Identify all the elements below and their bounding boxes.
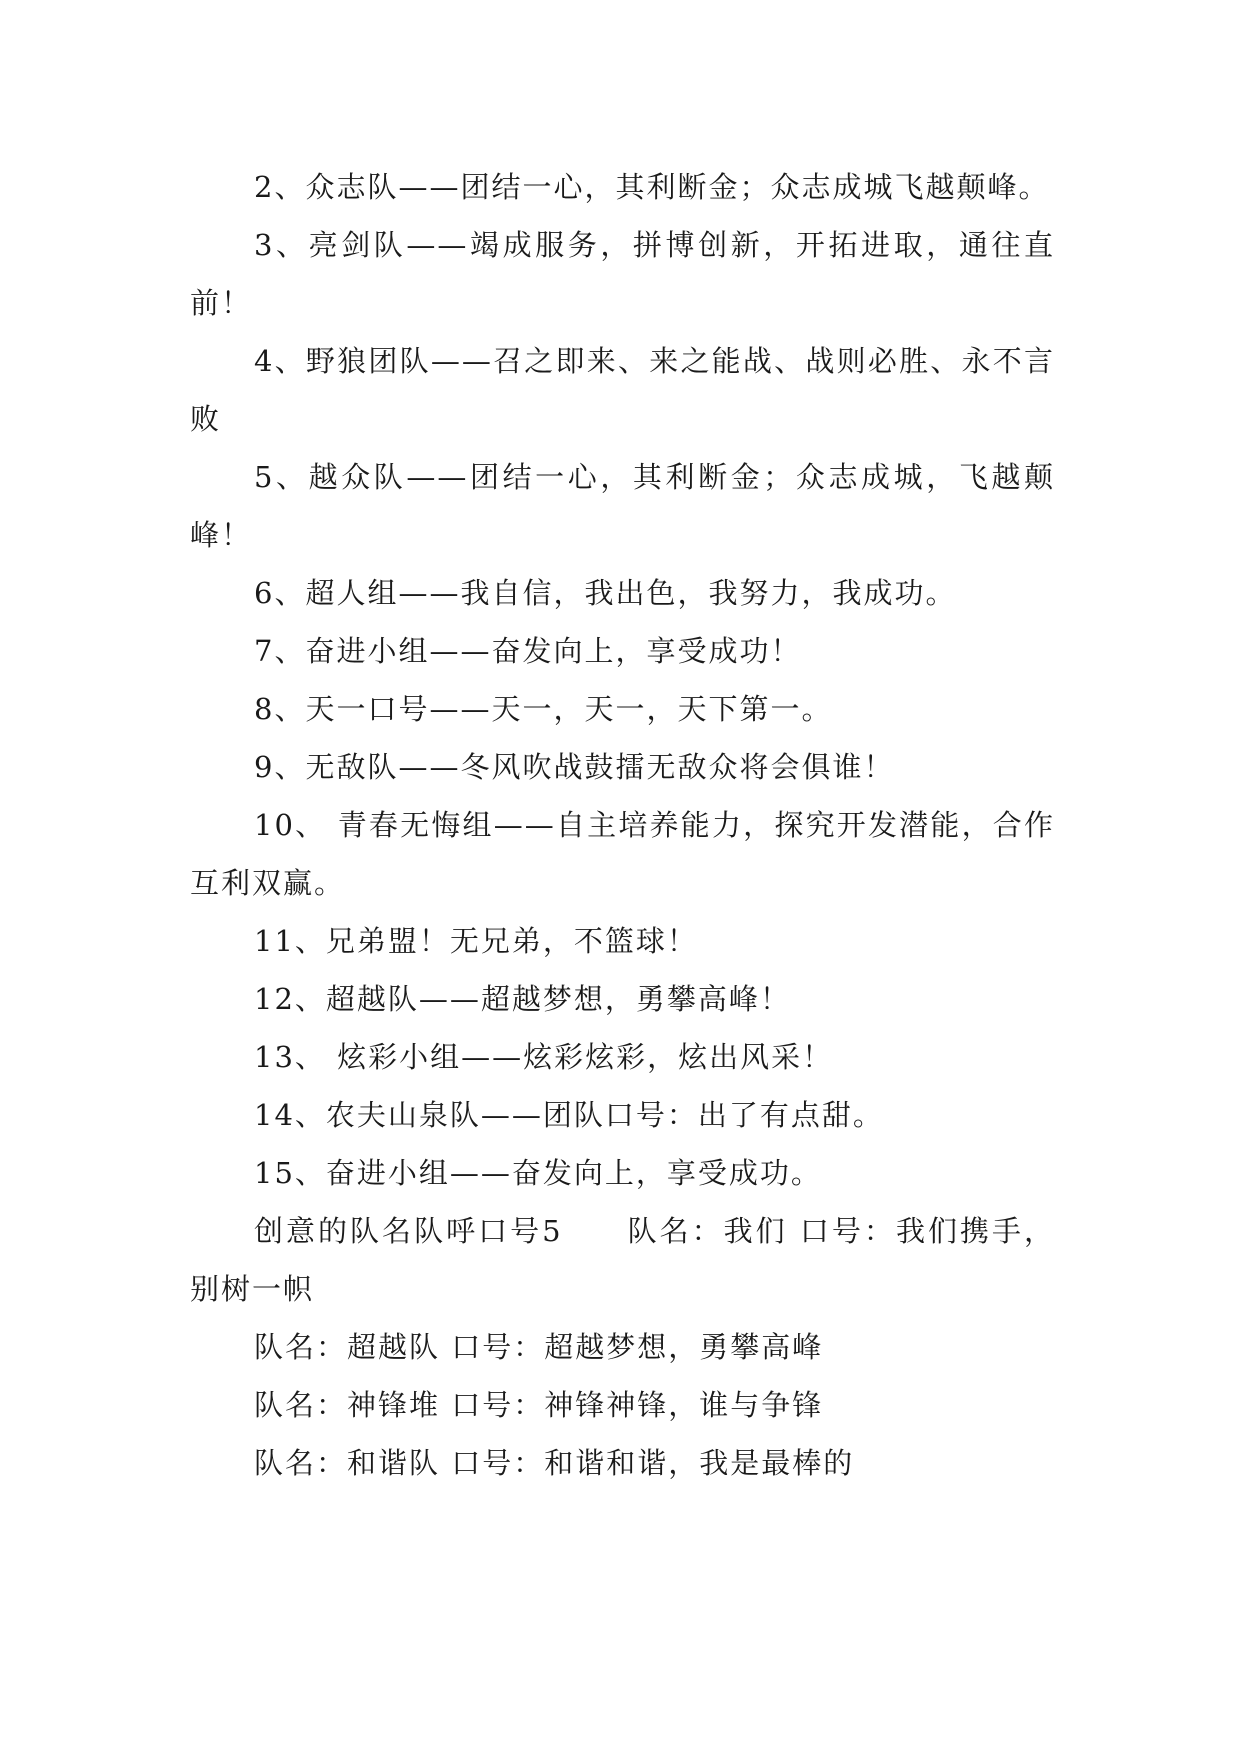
paragraph: 10、 青春无悔组——自主培养能力，探究开发潜能，合作互利双赢。: [190, 808, 1055, 900]
paragraph: 4、野狼团队——召之即来、来之能战、战则必胜、永不言败: [190, 344, 1055, 436]
paragraph: 队名：超越队 口号：超越梦想，勇攀高峰: [254, 1330, 824, 1364]
paragraph: 队名：神锋堆 口号：神锋神锋，谁与争锋: [254, 1388, 824, 1422]
paragraph: 11、兄弟盟！无兄弟，不篮球！: [254, 924, 698, 958]
paragraph: 7、奋进小组——奋发向上，享受成功！: [254, 634, 802, 668]
paragraph: 3、亮剑队——竭成服务，拼博创新，开拓进取，通往直前！: [190, 228, 1055, 320]
paragraph: 15、奋进小组——奋发向上，享受成功。: [254, 1156, 822, 1190]
paragraph: 14、农夫山泉队——团队口号：出了有点甜。: [254, 1098, 884, 1132]
paragraph: 13、 炫彩小组——炫彩炫彩，炫出风采！: [254, 1040, 834, 1074]
paragraph: 12、超越队——超越梦想，勇攀高峰！: [254, 982, 791, 1016]
paragraph: 创意的队名队呼口号5 队名：我们 口号：我们携手，别树一帜: [190, 1214, 1055, 1306]
paragraph: 2、众志队——团结一心，其利断金；众志成城飞越颠峰。: [254, 170, 1050, 204]
paragraph: 队名：和谐队 口号：和谐和谐，我是最棒的: [254, 1446, 855, 1480]
paragraph: 5、越众队——团结一心，其利断金；众志成城，飞越颠峰！: [190, 460, 1055, 552]
paragraph: 9、无敌队——冬风吹战鼓擂无敌众将会俱谁！: [254, 750, 895, 784]
paragraph: 8、天一口号——天一，天一，天下第一。: [254, 692, 833, 726]
document-body: [190, 158, 1055, 1492]
paragraph: 6、超人组——我自信，我出色，我努力，我成功。: [254, 576, 957, 610]
